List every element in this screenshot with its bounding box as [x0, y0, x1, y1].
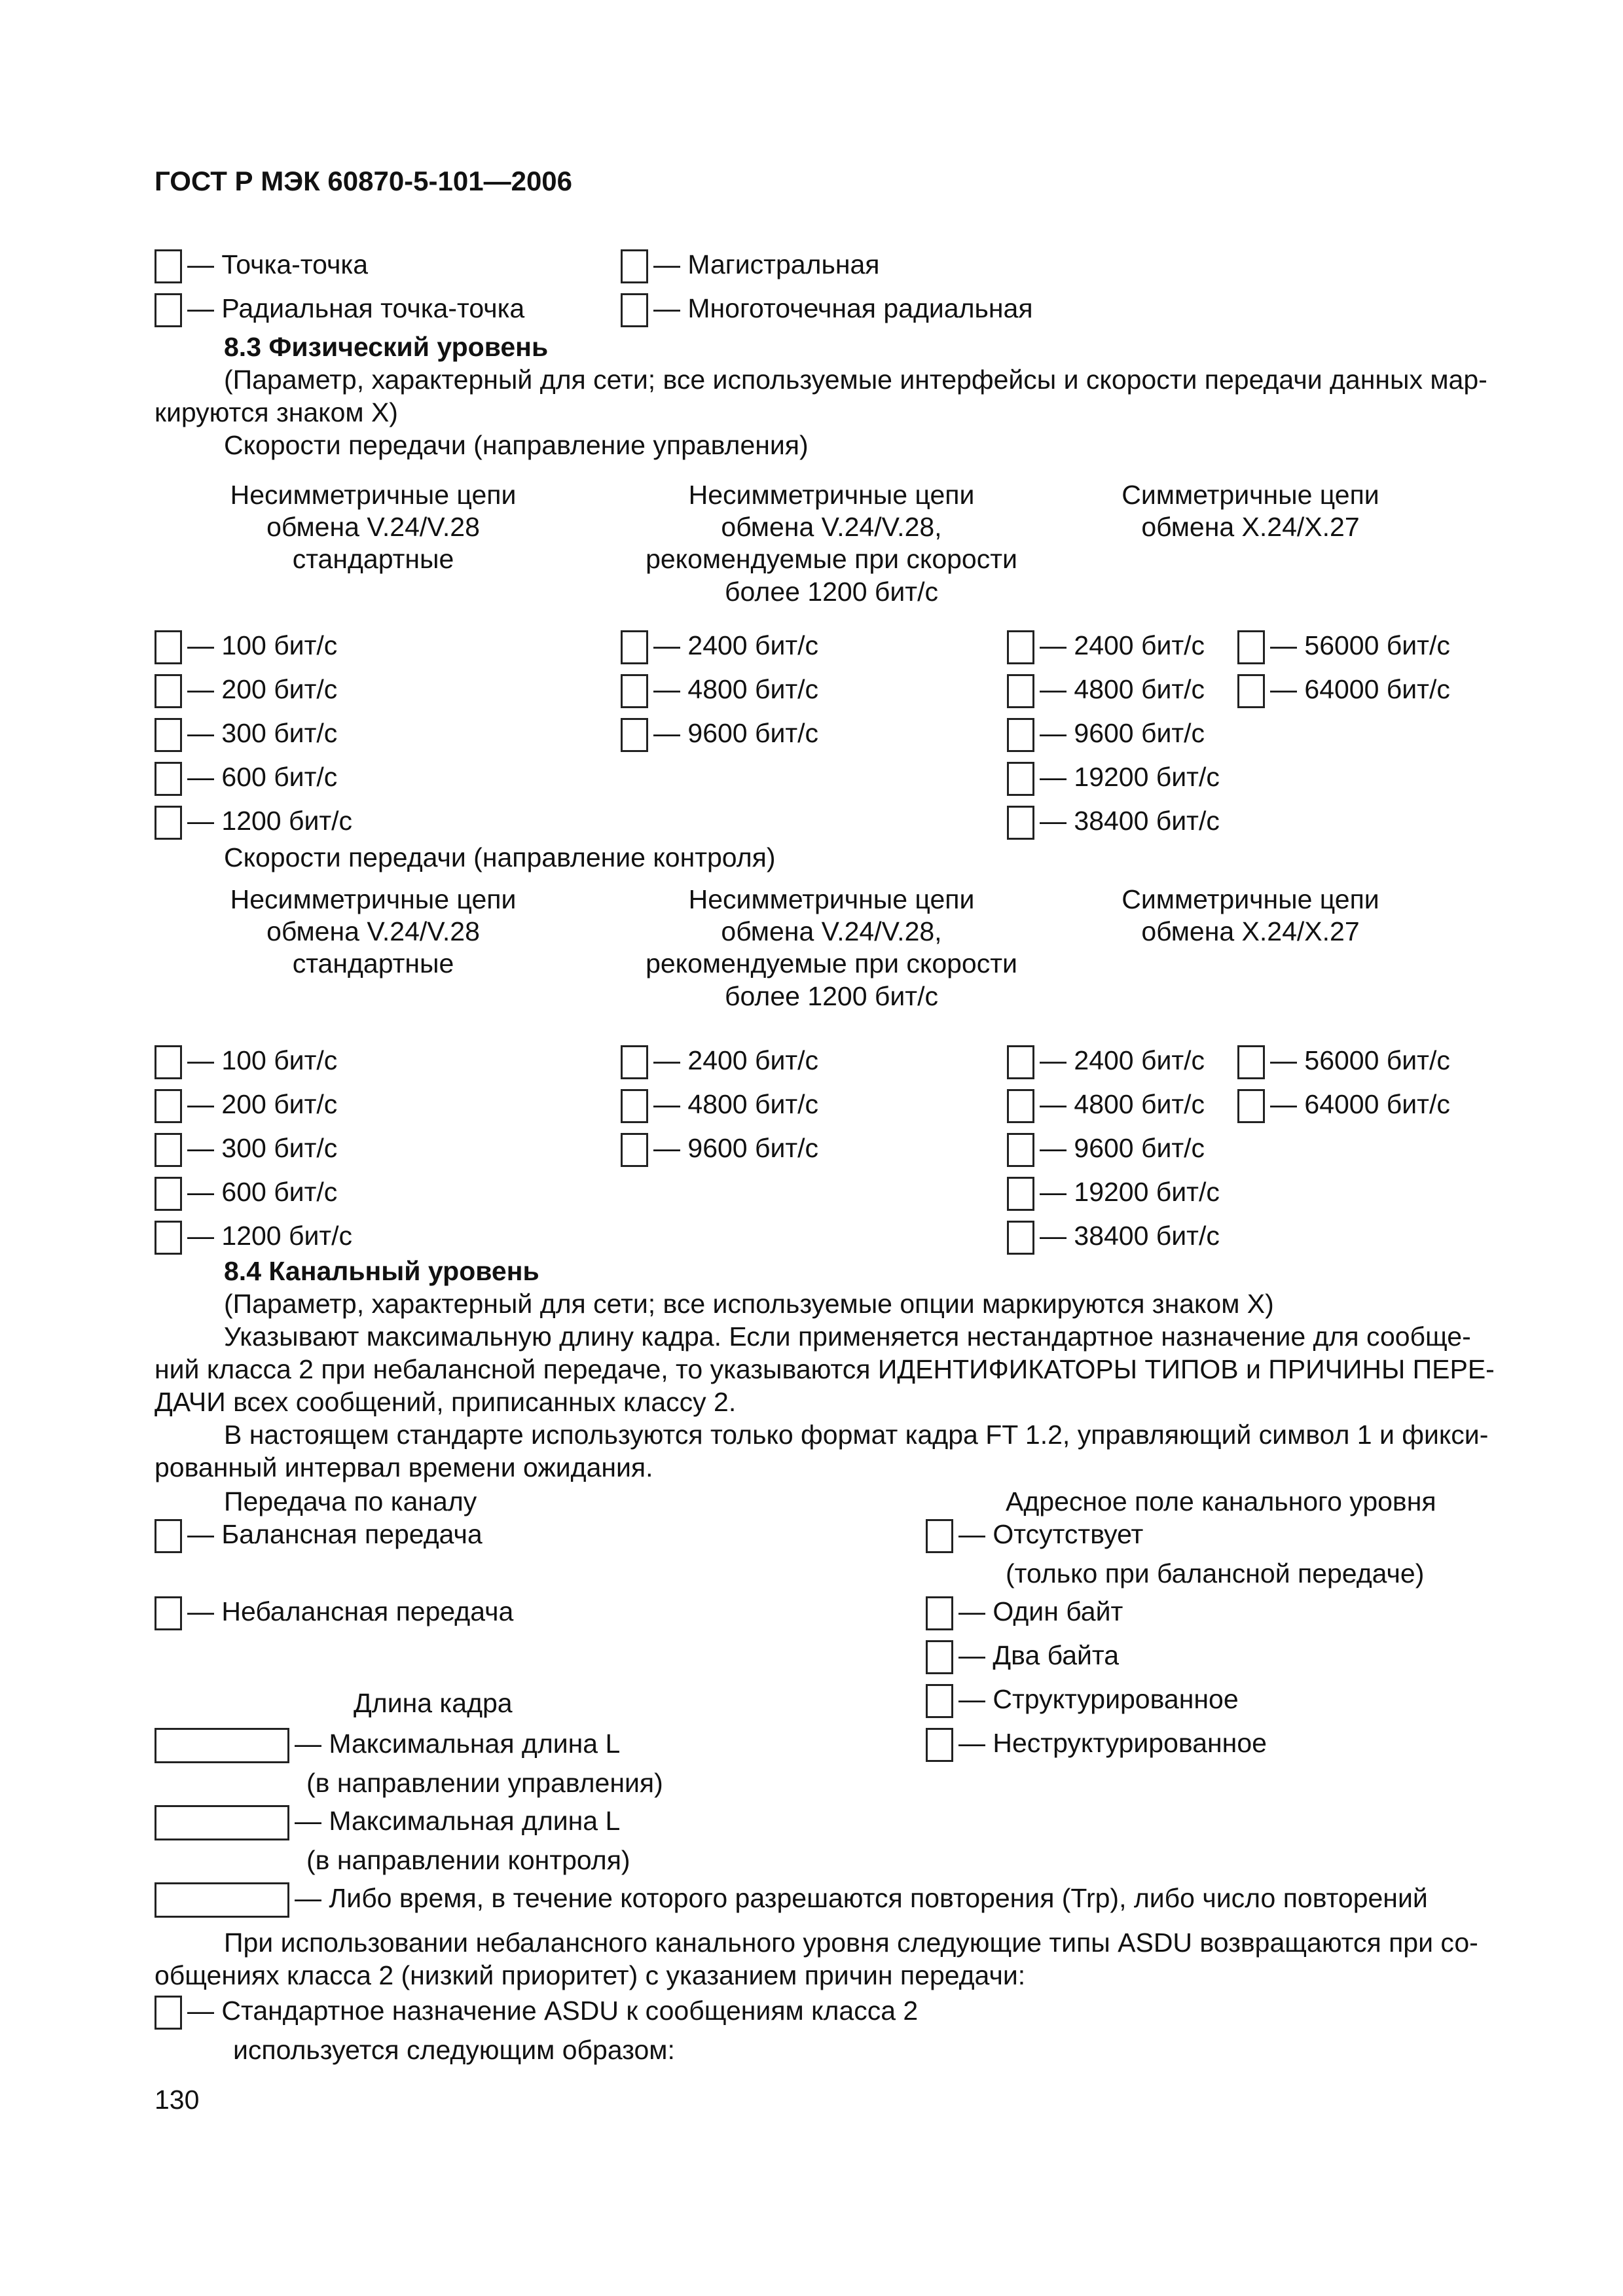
heading-line: обмена V.24/V.28, — [721, 512, 942, 543]
option-unstructured[interactable] — [926, 1727, 1267, 1762]
option-label: — Небалансная передача — [187, 1596, 514, 1626]
paragraph-line: общениях класса 2 (низкий приоритет) с указанием причин передачи: — [155, 1960, 1026, 1990]
heading-line: более 1200 бит/с — [725, 576, 938, 607]
checkbox[interactable] — [621, 1045, 648, 1079]
rate-label: — 4800 бит/с — [653, 1089, 819, 1119]
frame-length-heading: Длина кадра — [354, 1688, 513, 1718]
column-heading-balanced — [1080, 884, 1421, 948]
field-note: (в направлении управления) — [306, 1768, 663, 1798]
checkbox[interactable] — [155, 1045, 182, 1079]
rate-option[interactable] — [155, 1220, 352, 1255]
paragraph-line: рованный интервал времени ожидания. — [155, 1452, 653, 1482]
checkbox[interactable] — [155, 1596, 182, 1630]
rate-label: — 64000 бит/с — [1270, 1089, 1450, 1119]
option-standard-asdu[interactable] — [155, 1995, 918, 2030]
rate-option[interactable] — [1007, 717, 1205, 752]
link-transmission-heading: Передача по каналу — [224, 1486, 477, 1516]
checkbox[interactable] — [155, 249, 182, 283]
rate-option[interactable] — [1007, 1220, 1220, 1255]
paragraph-line: (Параметр, характерный для сети; все используемые опции маркируются знаком X) — [224, 1289, 1274, 1319]
rate-label: — 2400 бит/с — [1040, 630, 1205, 660]
checkbox[interactable] — [155, 762, 182, 796]
heading-line: Несимметричные цепи — [688, 884, 975, 914]
checkbox[interactable] — [1237, 630, 1265, 664]
column-heading-unbalanced-recommended — [629, 884, 1034, 1013]
field-label: — Максимальная длина L — [295, 1729, 621, 1759]
checkbox[interactable] — [926, 1728, 953, 1762]
option-point-to-point[interactable] — [155, 249, 368, 283]
option-label: — Стандартное назначение ASDU к сообщениям класса 2 — [187, 1996, 919, 2026]
value-input[interactable] — [155, 1728, 289, 1763]
monitor-direction-heading: Скорости передачи (направление контроля) — [224, 842, 776, 872]
heading-line: обмена V.24/V.28 — [266, 916, 480, 947]
option-label: — Один байт — [958, 1596, 1123, 1626]
checkbox[interactable] — [1237, 1045, 1265, 1079]
paragraph-line: ний класса 2 при небалансной передаче, то указываются ИДЕНТИФИКАТОРЫ ТИПОВ и ПРИЧИНЫ ПЕРЕ- — [155, 1354, 1495, 1384]
address-field-heading: Адресное поле канального уровня — [1006, 1486, 1436, 1516]
field-label: — Максимальная длина L — [295, 1806, 621, 1836]
paragraph-line: используется следующим образом: — [233, 2035, 675, 2065]
paragraph-line: кируются знаком X) — [155, 397, 398, 427]
option-trunk[interactable] — [621, 249, 879, 283]
rate-label: — 9600 бит/с — [1040, 718, 1205, 748]
checkbox[interactable] — [155, 1221, 182, 1255]
checkbox[interactable] — [1007, 762, 1034, 796]
column-heading-unbalanced-standard — [196, 479, 550, 576]
option-label: — Неструктурированное — [958, 1728, 1267, 1758]
heading-line: Несимметричные цепи — [230, 480, 517, 510]
checkbox[interactable] — [155, 1089, 182, 1123]
rate-label: — 19200 бит/с — [1040, 1177, 1220, 1207]
checkbox[interactable] — [1007, 674, 1034, 708]
option-label: — Радиальная точка-точка — [187, 293, 525, 323]
checkbox[interactable] — [1007, 1221, 1034, 1255]
rate-option[interactable] — [1237, 1045, 1450, 1079]
checkbox[interactable] — [621, 674, 648, 708]
repeat-field[interactable] — [155, 1882, 1428, 1918]
rate-label: — 64000 бит/с — [1270, 674, 1450, 704]
column-heading-balanced — [1080, 479, 1421, 543]
rate-label: — 600 бит/с — [187, 762, 338, 792]
rate-label: — 100 бит/с — [187, 1045, 338, 1075]
max-length-control-field[interactable] — [155, 1728, 620, 1763]
checkbox[interactable] — [155, 293, 182, 327]
field-note: (в направлении контроля) — [306, 1845, 630, 1875]
section-8-4-title: 8.4 Канальный уровень — [224, 1256, 539, 1286]
rate-label: — 300 бит/с — [187, 718, 338, 748]
checkbox[interactable] — [155, 630, 182, 664]
heading-line: стандартные — [292, 948, 454, 979]
option-absent[interactable] — [926, 1518, 1143, 1553]
checkbox[interactable] — [1007, 630, 1034, 664]
checkbox[interactable] — [621, 718, 648, 752]
checkbox[interactable] — [1237, 1089, 1265, 1123]
rate-option[interactable] — [155, 805, 352, 840]
absent-note: (только при балансной передаче) — [1006, 1558, 1425, 1588]
value-input[interactable] — [155, 1805, 289, 1840]
rate-label: — 9600 бит/с — [653, 718, 819, 748]
rate-label: — 600 бит/с — [187, 1177, 338, 1207]
rate-label: — 2400 бит/с — [653, 1045, 819, 1075]
option-label: — Магистральная — [653, 249, 880, 279]
paragraph-line: (Параметр, характерный для сети; все используемые интерфейсы и скорости передачи данных мар- — [224, 365, 1487, 395]
paragraph-line: ДАЧИ всех сообщений, приписанных классу 2. — [155, 1387, 737, 1417]
checkbox[interactable] — [155, 718, 182, 752]
rate-option[interactable] — [155, 717, 337, 752]
paragraph-line: Указывают максимальную длину кадра. Если применяется нестандартное назначение для сообще- — [224, 1321, 1471, 1352]
checkbox[interactable] — [1007, 1177, 1034, 1211]
heading-line: рекомендуемые при скорости — [646, 544, 1017, 575]
rate-label: — 19200 бит/с — [1040, 762, 1220, 792]
rate-label: — 200 бит/с — [187, 1089, 338, 1119]
rate-option[interactable] — [155, 1176, 337, 1211]
rate-option[interactable] — [155, 1088, 337, 1123]
rate-label: — 38400 бит/с — [1040, 1221, 1220, 1251]
checkbox[interactable] — [155, 1177, 182, 1211]
rate-option[interactable] — [1007, 1045, 1205, 1079]
rate-label: — 200 бит/с — [187, 674, 338, 704]
max-length-monitor-field[interactable] — [155, 1805, 620, 1840]
rate-label: — 2400 бит/с — [653, 630, 819, 660]
rate-option[interactable] — [621, 1045, 818, 1079]
rate-label: — 1200 бит/с — [187, 1221, 353, 1251]
rate-label: — 9600 бит/с — [653, 1133, 819, 1163]
paragraph-line: При использовании небалансного канального уровня следующие типы ASDU возвращаются при со- — [224, 1928, 1478, 1958]
checkbox[interactable] — [1007, 1133, 1034, 1167]
option-one-byte[interactable] — [926, 1596, 1123, 1630]
checkbox[interactable] — [155, 806, 182, 840]
document-code: ГОСТ Р МЭК 60870-5-101—2006 — [155, 166, 573, 196]
rate-option[interactable] — [1007, 630, 1205, 664]
heading-line: Симметричные цепи — [1122, 884, 1379, 914]
heading-line: обмена V.24/V.28 — [266, 512, 480, 543]
checkbox[interactable] — [621, 1089, 648, 1123]
checkbox[interactable] — [155, 1133, 182, 1167]
rate-option[interactable] — [155, 630, 337, 664]
rate-option[interactable] — [155, 1132, 337, 1167]
option-label: — Балансная передача — [187, 1519, 483, 1549]
checkbox[interactable] — [1007, 718, 1034, 752]
option-label: — Отсутствует — [958, 1519, 1144, 1549]
option-structured[interactable] — [926, 1683, 1239, 1718]
rate-label: — 2400 бит/с — [1040, 1045, 1205, 1075]
rate-option[interactable] — [1237, 1088, 1450, 1123]
rate-option[interactable] — [621, 630, 818, 664]
option-radial-point-to-point[interactable] — [155, 293, 524, 327]
rate-option[interactable] — [1007, 1132, 1205, 1167]
checkbox[interactable] — [1007, 1089, 1034, 1123]
heading-line: стандартные — [292, 544, 454, 575]
checkbox[interactable] — [1237, 674, 1265, 708]
section-8-3-title: 8.3 Физический уровень — [224, 332, 549, 362]
option-multipoint-radial[interactable] — [621, 293, 1033, 327]
checkbox[interactable] — [155, 674, 182, 708]
checkbox[interactable] — [1007, 1045, 1034, 1079]
checkbox[interactable] — [621, 293, 648, 327]
page-number: 130 — [155, 2085, 200, 2115]
value-input[interactable] — [155, 1882, 289, 1918]
option-label: — Многоточечная радиальная — [653, 293, 1033, 323]
column-heading-unbalanced-recommended — [629, 479, 1034, 608]
rate-option[interactable] — [1007, 761, 1220, 796]
heading-line: обмена X.24/X.27 — [1141, 512, 1360, 543]
rate-option[interactable] — [621, 673, 818, 708]
rate-option[interactable] — [1007, 1176, 1220, 1211]
rate-option[interactable] — [1237, 630, 1450, 664]
rate-option[interactable] — [155, 761, 337, 796]
rate-option[interactable] — [155, 673, 337, 708]
option-balanced[interactable] — [155, 1518, 483, 1553]
rate-label: — 56000 бит/с — [1270, 1045, 1450, 1075]
rate-option[interactable] — [621, 1132, 818, 1167]
checkbox[interactable] — [926, 1519, 953, 1553]
rate-option[interactable] — [1007, 673, 1205, 708]
field-label: — Либо время, в течение которого разрешаются повторения (Trp), либо число повторений — [295, 1883, 1428, 1913]
heading-line: Несимметричные цепи — [230, 884, 517, 914]
heading-line: более 1200 бит/с — [725, 980, 938, 1011]
rate-option[interactable] — [155, 1045, 337, 1079]
checkbox[interactable] — [926, 1596, 953, 1630]
heading-line: рекомендуемые при скорости — [646, 948, 1017, 979]
checkbox[interactable] — [155, 1996, 182, 2030]
rate-option[interactable] — [621, 717, 818, 752]
checkbox[interactable] — [1007, 806, 1034, 840]
rate-label: — 9600 бит/с — [1040, 1133, 1205, 1163]
rate-label: — 100 бит/с — [187, 630, 338, 660]
heading-line: Несимметричные цепи — [688, 480, 975, 510]
rate-label: — 4800 бит/с — [1040, 1089, 1205, 1119]
checkbox[interactable] — [621, 630, 648, 664]
column-heading-unbalanced-standard — [196, 884, 550, 980]
checkbox[interactable] — [621, 1133, 648, 1167]
checkbox[interactable] — [155, 1519, 182, 1553]
checkbox[interactable] — [926, 1640, 953, 1674]
rate-label: — 4800 бит/с — [1040, 674, 1205, 704]
rate-label: — 4800 бит/с — [653, 674, 819, 704]
rate-label: — 300 бит/с — [187, 1133, 338, 1163]
rate-option[interactable] — [1007, 1088, 1205, 1123]
heading-line: обмена V.24/V.28, — [721, 916, 942, 947]
option-label: — Структурированное — [958, 1684, 1239, 1714]
rate-label: — 38400 бит/с — [1040, 806, 1220, 836]
rate-option[interactable] — [1007, 805, 1220, 840]
rate-option[interactable] — [1237, 673, 1450, 708]
checkbox[interactable] — [621, 249, 648, 283]
option-label: — Точка-точка — [187, 249, 369, 279]
rate-label: — 56000 бит/с — [1270, 630, 1450, 660]
heading-line: обмена X.24/X.27 — [1141, 916, 1360, 947]
option-label: — Два байта — [958, 1640, 1120, 1670]
option-two-bytes[interactable] — [926, 1640, 1119, 1674]
option-unbalanced[interactable] — [155, 1596, 513, 1630]
checkbox[interactable] — [926, 1684, 953, 1718]
rate-label: — 1200 бит/с — [187, 806, 353, 836]
rate-option[interactable] — [621, 1088, 818, 1123]
control-direction-heading: Скорости передачи (направление управления) — [224, 430, 809, 460]
paragraph-line: В настоящем стандарте используются только формат кадра FT 1.2, управляющий символ 1 и фикси- — [224, 1420, 1489, 1450]
heading-line: Симметричные цепи — [1122, 480, 1379, 510]
